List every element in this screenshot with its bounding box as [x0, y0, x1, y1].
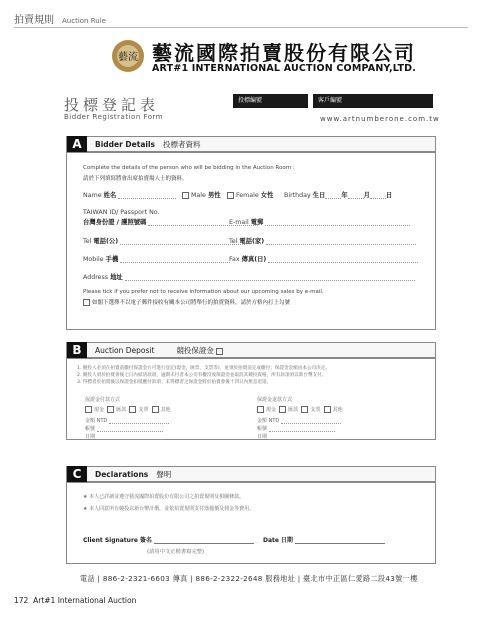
checkbox-icon — [83, 299, 90, 306]
signature-note: (請用中文正楷書寫完整) — [147, 549, 205, 555]
payment-bank-field[interactable]: 帳號 — [85, 425, 163, 432]
section-a-intro-cn: 請於下列填寫將會出席拍賣場人士的資料。 — [83, 176, 188, 182]
checkbox-icon — [227, 192, 234, 199]
deposit-rule-3: 3. 得標者於拍賣後以保證金扣抵應付款項；未得標者之保證金將於拍賣會後十四日內無息退還。 — [77, 380, 272, 385]
star-icon: ★ — [83, 506, 90, 512]
bid-number-box — [233, 94, 308, 108]
address-field[interactable]: Address 地址 — [83, 272, 415, 281]
website: www.artnumberone.com.tw — [320, 115, 440, 123]
male-checkbox[interactable]: Male 男性 — [182, 190, 221, 199]
section-a-header — [66, 136, 436, 152]
email-field[interactable]: E-mail 電郵 — [229, 217, 410, 226]
section-c-header — [66, 466, 436, 482]
section-a-panel — [66, 152, 436, 330]
section-a-title: Bidder Details 投標者資料 — [95, 140, 201, 149]
email-optout-checkbox[interactable]: 如閣下選擇不以電子郵件接收有關本公司將舉行的拍賣資料，請於方格內打上勾號 — [83, 298, 290, 306]
id-field[interactable]: 台灣身份證 / 護照號碼 — [83, 217, 258, 226]
payment-options[interactable]: 現金 匯款 支票 其他 — [85, 406, 171, 413]
refund-date-field[interactable]: 日期 — [257, 433, 335, 440]
section-c-panel — [66, 482, 436, 564]
client-number-label: 客戶編號 — [318, 97, 343, 104]
refund-amount-field[interactable]: 金額 NTD — [257, 417, 341, 424]
form-title-en: Bidder Registration Form — [64, 113, 164, 121]
section-a-letter: A — [67, 136, 87, 152]
declaration-item-2: ★ 本人同意所有競投以新台幣計價，並依拍賣規則支付落槌價及佣金等費用。 — [83, 506, 255, 512]
tel-home-field[interactable]: Tel 電話(家) — [229, 236, 416, 245]
deposit-rule-1: 1. 競投人必須在拍賣前繳付保證金方可進行登記(現金、匯票、支票等)，並須於拍賣前完成繳付；保證金金額由本公司決定。 — [77, 366, 330, 371]
checkbox-icon — [182, 192, 189, 199]
form-title-cn: 投標登記表 — [64, 96, 160, 114]
header-title-en: Auction Rule — [62, 17, 106, 25]
declaration-item-1: ★ 本人已詳讀並遵守藝流國際拍賣股份有限公司之拍賣規則及相關條款。 — [83, 494, 245, 500]
birthday-field[interactable]: Birthday 生日 年 月 日 — [284, 192, 393, 199]
contact-info: 電話 | 886-2-2321-6603 傳真 | 886-2-2322-2648 服務地址 | 臺北市中正區仁愛路二段43號一樓 — [80, 574, 418, 583]
payment-amount-field[interactable]: 金額 NTD — [85, 417, 169, 424]
page-footer-title: Art#1 International Auction — [33, 596, 137, 605]
refund-options[interactable]: 現金 匯款 支票 其他 — [257, 406, 343, 413]
header-divider — [14, 27, 468, 28]
company-name-cn: 藝流國際拍賣股份有限公司 — [152, 41, 416, 65]
name-field[interactable]: Name 姓名 — [83, 190, 176, 199]
logo-text: 藝流 — [118, 52, 138, 63]
company-logo — [110, 38, 146, 74]
female-checkbox[interactable]: Female 女性 — [227, 190, 273, 199]
refund-bank-field[interactable]: 帳號 — [257, 425, 335, 432]
payment-method-title: 保證金付款方式 — [85, 397, 121, 403]
bid-number-label: 投標編號 — [238, 97, 263, 104]
section-b-panel — [66, 358, 436, 440]
section-a-intro-en: Complete the details of the person who will be bidding in the Auction Room : — [83, 165, 295, 171]
company-name-en: ART#1 INTERNATIONAL AUCTION COMPANY,LTD. — [152, 63, 417, 74]
running-header — [14, 11, 106, 26]
email-optout-notice-en: Please tick if you prefer not to receive information about our upcoming sales by e-mail. — [83, 289, 324, 295]
mobile-field[interactable]: Mobile 手機 — [83, 254, 230, 263]
deposit-rule-2: 2. 競投人須於拍賣會後七日內結清款項，逾期未付者本公司有權沒收保證金並取消其競投資格，所有款項須以新台幣支付。 — [77, 373, 327, 378]
signature-field[interactable]: Client Signature 簽名 — [83, 535, 254, 544]
star-icon: ★ — [83, 494, 90, 500]
section-b-title: Auction Deposit 競投保證金 — [95, 345, 225, 356]
date-field[interactable]: Date 日期 — [263, 535, 385, 544]
checkbox-icon[interactable] — [216, 348, 223, 355]
tel-office-field[interactable]: Tel 電話(公) — [83, 236, 245, 245]
refund-method-title: 保證金退款方式 — [257, 397, 293, 403]
section-c-title: Declarations 聲明 — [95, 470, 172, 479]
page-number: 172 — [14, 596, 29, 605]
section-c-letter: C — [67, 466, 87, 482]
page-footer — [14, 596, 136, 605]
fax-field[interactable]: Fax 傳真(日) — [229, 254, 418, 263]
header-title-cn: 拍賣規則 — [14, 15, 54, 26]
client-number-box — [313, 94, 433, 108]
payment-date-field[interactable]: 日期 — [85, 433, 163, 440]
section-b-letter: B — [67, 342, 87, 358]
id-label-en: TAIWAN ID/ Passport No. — [83, 209, 160, 216]
section-b-header — [66, 342, 436, 358]
